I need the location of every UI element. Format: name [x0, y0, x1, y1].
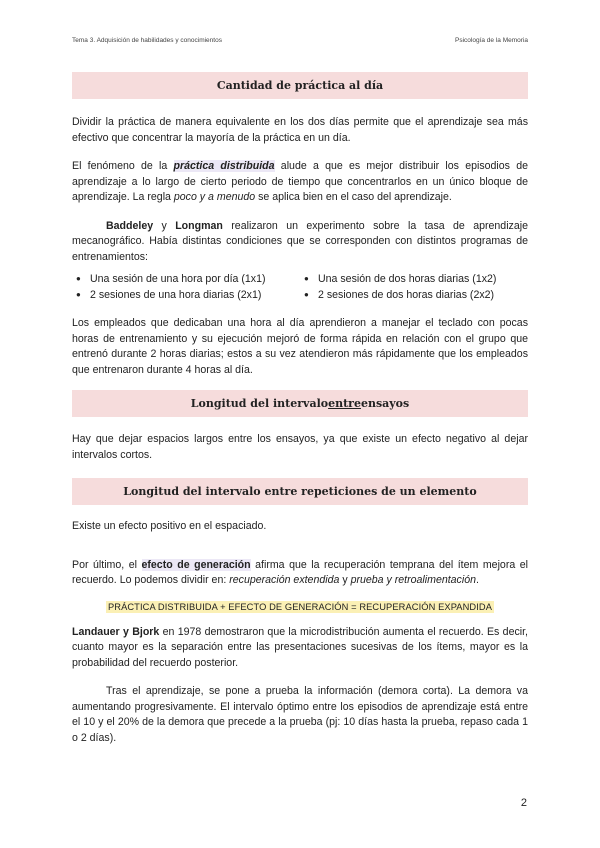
- paragraph-8: Landauer y Bjork en 1978 demostraron que la microdistribución aumenta el recuerdo. Es decir, cuanto mayor es la separación entre las presentaciones sucesivas de los ítems, mayor es la probabilidad del recuerdo posterior.: [72, 625, 528, 669]
- paragraph-6: Existe un efecto positivo en el espaciado.: [72, 520, 267, 532]
- term-practica-distribuida: práctica distribuida: [173, 160, 275, 172]
- paragraph-3: Baddeley y Longman realizaron un experimento sobre la tasa de aprendizaje mecanográfico. Había distintas condiciones que se corresponden con distintos programas de entrenamientos:: [72, 219, 528, 263]
- paragraph-5: Hay que dejar espacios largos entre los ensayos, ya que existe un efecto negativo al dejar intervalos cortos.: [72, 433, 528, 461]
- paragraph-7: Por último, el efecto de generación afirma que la recuperación temprana del ítem mejora el recuerdo. Lo podemos dividir en: recuperación extendida y prueba y retroalimentación.: [72, 558, 529, 586]
- list-item: ● 2 sesiones de una hora diarias (2x1): [72, 287, 300, 303]
- paragraph-4: Los empleados que dedicaban una hora al día aprendieron a manejar el teclado con pocas horas de entrenamiento y su ejecución mejoró de forma rápida en relación con el grupo que entrenó durante 2 horas diarias; estos a su vez atendieron más rápidamente que los empleados que entrenaron durante 4 horas al día.: [72, 317, 528, 376]
- term-efecto-generacion: efecto de generación: [141, 558, 251, 571]
- paragraph-9: Tras el aprendizaje, se pone a prueba la información (demora corta). La demora va aumentando progresivamente. El intervalo óptimo entre los episodios de aprendizaje está entre el 10 y el 20% de la demora que precede a la prueba (pj: 10 días hasta la prueba, repaso cada 1 o 2 días).: [72, 685, 528, 744]
- list-item: ● Una sesión de una hora por día (1x1): [72, 271, 300, 287]
- author-baddeley: Baddeley: [106, 219, 154, 232]
- list-item: ● 2 sesiones de dos horas diarias (2x2): [300, 287, 528, 303]
- conditions-list: [72, 271, 528, 303]
- author-longman: Longman: [175, 219, 223, 232]
- page-content: [72, 72, 528, 746]
- section-title-intervalo-repeticiones: Longitud del intervalo entre repeticiones de un elemento: [72, 478, 528, 505]
- header-right: Psicología de la Memoria: [455, 37, 528, 44]
- authors-landauer-bjork: Landauer y Bjork: [72, 625, 160, 638]
- page-number: 2: [520, 797, 527, 809]
- section-title-cantidad: Cantidad de práctica al día: [72, 72, 528, 99]
- section-title-intervalo-ensayos: Longitud del intervalo entre ensayos: [72, 390, 528, 417]
- header-left: Tema 3. Adquisición de habilidades y conocimientos: [72, 37, 222, 44]
- formula-highlight: PRÁCTICA DISTRIBUIDA + EFECTO DE GENERACIÓN = RECUPERACIÓN EXPANDIDA: [107, 601, 493, 612]
- paragraph-1: Dividir la práctica de manera equivalente en los dos días permite que el aprendizaje sea más efectivo que concentrar la mayoría de la práctica en un día.: [72, 116, 528, 144]
- list-item: ● Una sesión de dos horas diarias (1x2): [300, 271, 528, 287]
- paragraph-2: El fenómeno de la práctica distribuida alude a que es mejor distribuir los episodios de aprendizaje a lo largo de cierto periodo de tiempo que concentrarlos en un único bloque de aprendizaje. La regla poco y a menudo se aplica bien en el caso del aprendizaje.: [72, 160, 528, 203]
